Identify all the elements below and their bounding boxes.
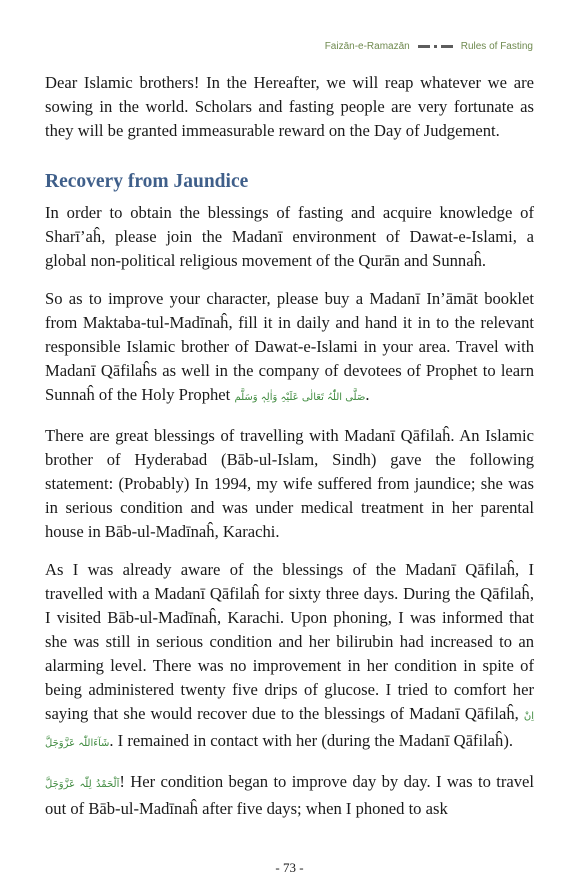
paragraph-5-text: ! Her condition began to improve day by day. I was to travel out of Bāb-ul-Madīnaĥ after five days; when I phoned to ask — [45, 772, 534, 818]
paragraph-2 — [45, 287, 534, 410]
paragraph-5 — [45, 770, 534, 821]
page-body — [45, 71, 534, 835]
arabic-alhamdulillah: اَلْحَمْدُ لِلّٰہ عَزَّوَجَلَّ — [45, 779, 120, 790]
page-number: - 73 - — [275, 860, 304, 875]
paragraph-4-text: As I was already aware of the blessings of the Madanī Qāfilaĥ, I travelled with a Madanī Qāfilaĥ for sixty three days. During the Qāfilaĥ, I visited Bāb-ul-Madīnaĥ, Karachi. Upon phoning, I was informed that she was still in serious condition and her bilirubin had increased to an alarming level. There was no improvement in her condition in spite of being administered twenty five drips of glucose. I tried to comfort her saying that she would recover due to the blessings of Madanī Qāfilaĥ, — [45, 560, 534, 723]
paragraph-1: In order to obtain the blessings of fasting and acquire knowledge of Sharī’aĥ, please join the Madanī environment of Dawat-e-Islami, a global non-political religious movement of the Qurān and Sunnaĥ. — [45, 203, 534, 270]
divider-ornament-icon — [418, 45, 453, 48]
arabic-inshallah: اِنْ شَآءَاللّٰہ عَزَّوَجَلَّ — [45, 711, 534, 749]
paragraph-2-end: . — [365, 385, 370, 404]
running-head — [325, 41, 533, 52]
book-title: Faizān-e-Ramazān — [324, 41, 410, 52]
section-heading: Recovery from Jaundice — [45, 171, 249, 192]
paragraph-4 — [45, 558, 534, 756]
chapter-title: Rules of Fasting — [460, 41, 533, 52]
arabic-salutation: صَلَّی اللّٰہُ تَعَالٰی عَلَیْہِ وَاٰلِہٖ وَسَلَّم — [234, 392, 366, 403]
intro-paragraph: Dear Islamic brothers! In the Hereafter, we will reap whatever we are sowing in the world. Scholars and fasting people are very fortunate as they will be granted immeasurable reward on the Day of Judgement. — [45, 73, 534, 140]
paragraph-4-end: . I remained in contact with her (during the Madanī Qāfilaĥ). — [109, 731, 514, 750]
paragraph-3: There are great blessings of travelling with Madanī Qāfilaĥ. An Islamic brother of Hyderabad (Bāb-ul-Islam, Sindh) gave the following statement: (Probably) In 1994, my wife suffered from jaundice; she was in serious condition and was under medical treatment in her parental house in Bāb-ul-Madīnaĥ, Karachi. — [45, 426, 534, 541]
paragraph-2-text: So as to improve your character, please buy a Madanī In’āmāt booklet from Maktaba-tul-Madīnaĥ, fill it in daily and hand it in to the relevant responsible Islamic brother of Dawat-e-Islami in your area. Travel with Madanī Qāfilaĥs as well in the company of devotees of Prophet to learn Sunnaĥ of the Holy Prophet — [45, 289, 534, 404]
